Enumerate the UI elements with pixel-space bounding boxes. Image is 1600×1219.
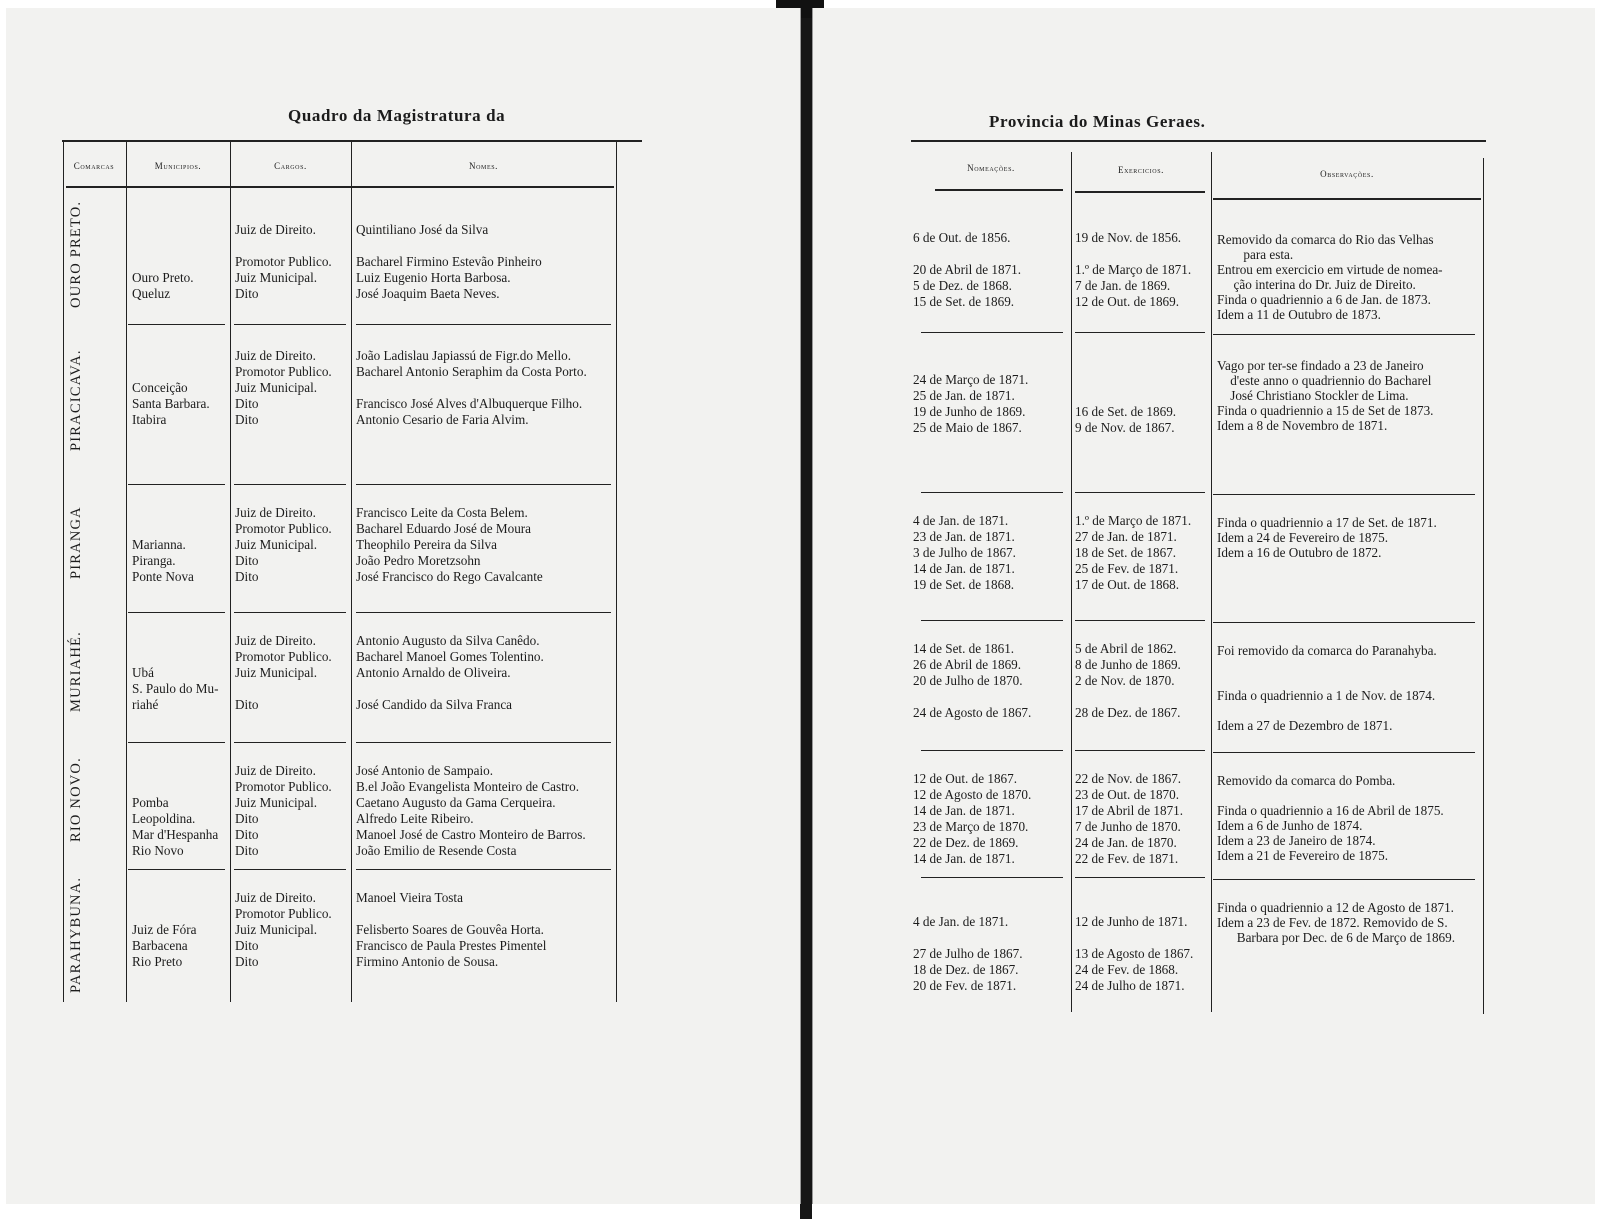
cargo-cell: Dito [235, 827, 259, 842]
cargo-cell: Dito [235, 811, 259, 826]
cargo-cell: Dito [235, 553, 259, 568]
nome-cell: Bacharel Antonio Seraphim da Costa Porto. [356, 364, 587, 379]
nomeacao-cell: 23 de Jan. de 1871. [913, 529, 1015, 544]
cargo-cell: Juiz de Direito. [235, 222, 316, 237]
exercicio-cell: 7 de Jan. de 1869. [1075, 278, 1171, 293]
nomeacao-cell: 20 de Julho de 1870. [913, 673, 1023, 688]
nome-cell: B.el João Evangelista Monteiro de Castro. [356, 779, 580, 794]
cargo-cell: Dito [235, 954, 259, 969]
nomeacao-cell: 4 de Jan. de 1871. [913, 513, 1009, 528]
left-page [6, 8, 801, 1204]
left-page-title: Quadro da Magistratura da [288, 106, 506, 125]
cargo-cell: Dito [235, 569, 259, 584]
section-rule [356, 869, 611, 870]
section-rule [921, 877, 1063, 878]
col-rule-r3 [1483, 158, 1484, 1014]
nomeacao-cell: 22 de Dez. de 1869. [913, 835, 1019, 850]
section-rule [234, 869, 346, 870]
section-rule [1075, 877, 1205, 878]
nome-cell: Manoel José de Castro Monteiro de Barros. [356, 827, 586, 842]
cargo-cell: Juiz Municipal. [235, 795, 318, 810]
exercicio-cell: 16 de Set. de 1869. [1075, 404, 1177, 419]
cargo-cell: Juiz de Direito. [235, 633, 316, 648]
nomeacao-cell: 25 de Jan. de 1871. [913, 388, 1015, 403]
nomeacao-cell: 23 de Março de 1870. [913, 819, 1029, 834]
municipio-cell: S. Paulo do Mu- [132, 681, 219, 696]
exercicio-cell: 17 de Abril de 1871. [1075, 803, 1184, 818]
nome-cell: Luiz Eugenio Horta Barbosa. [356, 270, 511, 285]
exercicio-cell: 17 de Out. de 1868. [1075, 577, 1180, 592]
nome-cell: Francisco José Alves d'Albuquerque Filho. [356, 396, 583, 411]
cargo-cell: Juiz de Direito. [235, 763, 316, 778]
nome-cell: Manoel Vieira Tosta [356, 890, 463, 905]
municipio-cell: Itabira [132, 412, 167, 427]
municipio-cell: Ouro Preto. [132, 270, 194, 285]
nome-cell: Quintiliano José da Silva [356, 222, 489, 237]
cargo-cell: Dito [235, 843, 259, 858]
nomeacao-cell: 15 de Set. de 1869. [913, 294, 1015, 309]
exercicio-cell: 1.º de Março de 1871. [1075, 262, 1192, 277]
cargo-cell: Dito [235, 697, 259, 712]
comarca-name: PIRACICAVA. [68, 349, 84, 451]
cargo-cell: Juiz Municipal. [235, 380, 318, 395]
table-top-rule-right [911, 140, 1486, 142]
exercicio-cell: 12 de Junho de 1871. [1075, 914, 1188, 929]
col-rule-1 [126, 142, 127, 1002]
exercicio-cell: 9 de Nov. de 1867. [1075, 420, 1175, 435]
header-comarcas: Comarcas [73, 161, 115, 171]
nomeacao-cell: 14 de Jan. de 1871. [913, 561, 1015, 576]
header-exercicios: Exercicios. [1117, 165, 1165, 175]
exercicio-cell: 25 de Fev. de 1871. [1075, 561, 1179, 576]
header-cargos: Cargos. [274, 161, 307, 171]
nomeacao-cell: 27 de Julho de 1867. [913, 946, 1023, 961]
cargo-cell: Promotor Publico. [235, 254, 332, 269]
nome-cell: Antonio Arnaldo de Oliveira. [356, 665, 511, 680]
section-rule [128, 612, 225, 613]
exercicio-cell: 27 de Jan. de 1871. [1075, 529, 1177, 544]
observacoes-cell: Removido da comarca do Rio das Velhas para esta. Entrou em exercicio em virtude de nomea- ção interina do Dr. Juiz de Direito. Finda o quadriennio a 6 de Jan. de 1873. Idem a 11 de Outubro de 1873. [1217, 232, 1443, 322]
municipio-cell: riahé [132, 697, 159, 712]
cargo-cell: Dito [235, 412, 259, 427]
section-rule [356, 484, 611, 485]
section-rule [234, 742, 346, 743]
cargo-cell: Juiz Municipal. [235, 922, 318, 937]
nome-cell: Antonio Cesario de Faria Alvim. [356, 412, 529, 427]
section-rule [1213, 752, 1475, 753]
nome-cell: Caetano Augusto da Gama Cerqueira. [356, 795, 556, 810]
cargo-cell: Promotor Publico. [235, 779, 332, 794]
nome-cell: José Candido da Silva Franca [356, 697, 513, 712]
exercicio-cell: 23 de Out. de 1870. [1075, 787, 1180, 802]
nomeacao-cell: 14 de Jan. de 1871. [913, 803, 1015, 818]
nomeacao-cell: 14 de Set. de 1861. [913, 641, 1015, 656]
exercicio-cell: 24 de Jan. de 1870. [1075, 835, 1177, 850]
comarca-name: PIRANGA [68, 506, 84, 579]
section-rule [921, 492, 1063, 493]
header-rule-nomeacoes [935, 189, 1063, 191]
col-rule-2 [230, 142, 231, 1002]
observacoes-cell: Vago por ter-se findado a 23 de Janeiro d'este anno o quadriennio do Bacharel José Christiano Stockler de Lima. Finda o quadriennio a 15 de Set de 1873. Idem a 8 de Novembro de 1871. [1217, 358, 1434, 433]
exercicio-cell: 13 de Agosto de 1867. [1075, 946, 1194, 961]
section-rule [234, 484, 346, 485]
exercicio-cell: 1.º de Março de 1871. [1075, 513, 1192, 528]
nomeacao-cell: 20 de Abril de 1871. [913, 262, 1022, 277]
header-observacoes: Observações. [1320, 169, 1374, 179]
section-rule [1213, 494, 1475, 495]
section-rule [1075, 332, 1205, 333]
exercicio-cell: 7 de Junho de 1870. [1075, 819, 1181, 834]
section-rule [1075, 492, 1205, 493]
header-rule [66, 186, 614, 188]
municipio-cell: Queluz [132, 286, 171, 301]
nome-cell: Antonio Augusto da Silva Canêdo. [356, 633, 540, 648]
cargo-cell: Juiz de Direito. [235, 348, 316, 363]
nomeacao-cell: 19 de Set. de 1868. [913, 577, 1015, 592]
municipio-cell: Pomba [132, 795, 169, 810]
nome-cell: Theophilo Pereira da Silva [356, 537, 497, 552]
nomeacao-cell: 6 de Out. de 1856. [913, 230, 1011, 245]
book-gutter [800, 0, 812, 1219]
cargo-cell: Promotor Publico. [235, 906, 332, 921]
comarca-name: RIO NOVO. [68, 757, 84, 843]
section-rule [128, 484, 225, 485]
nome-cell: Felisberto Soares de Gouvêa Horta. [356, 922, 544, 937]
nomeacao-cell: 18 de Dez. de 1867. [913, 962, 1019, 977]
municipio-cell: Piranga. [132, 553, 176, 568]
cargo-cell: Juiz de Direito. [235, 890, 316, 905]
nome-cell: Alfredo Leite Ribeiro. [356, 811, 474, 826]
col-rule-r1 [1071, 152, 1072, 1012]
header-nomeacoes: Nomeações. [967, 163, 1015, 173]
section-rule [1213, 334, 1475, 335]
col-rule-3 [351, 142, 352, 1002]
nomeacao-cell: 4 de Jan. de 1871. [913, 914, 1009, 929]
nomeacao-cell: 24 de Março de 1871. [913, 372, 1029, 387]
municipio-cell: Marianna. [132, 537, 186, 552]
col-rule-0 [63, 142, 64, 1002]
exercicio-cell: 22 de Nov. de 1867. [1075, 771, 1182, 786]
exercicio-cell: 19 de Nov. de 1856. [1075, 230, 1182, 245]
nomeacao-cell: 24 de Agosto de 1867. [913, 705, 1032, 720]
section-rule [921, 750, 1063, 751]
cargo-cell: Dito [235, 396, 259, 411]
municipio-cell: Rio Preto [132, 954, 183, 969]
col-rule-r2 [1211, 152, 1212, 1012]
municipio-cell: Juiz de Fóra [132, 922, 197, 937]
cargo-cell: Juiz Municipal. [235, 537, 318, 552]
exercicio-cell: 18 de Set. de 1867. [1075, 545, 1177, 560]
nome-cell: Francisco de Paula Prestes Pimentel [356, 938, 547, 953]
section-rule [1075, 620, 1205, 621]
municipio-cell: Leopoldina. [132, 811, 196, 826]
section-rule [234, 612, 346, 613]
municipio-cell: Santa Barbara. [132, 396, 210, 411]
table-top-rule [62, 140, 642, 142]
header-rule-exercicios [1075, 191, 1205, 193]
exercicio-cell: 22 de Fev. de 1871. [1075, 851, 1179, 866]
nomeacao-cell: 5 de Dez. de 1868. [913, 278, 1012, 293]
observacoes-cell: Finda o quadriennio a 17 de Set. de 1871. Idem a 24 de Fevereiro de 1875. Idem a 16 de Outubro de 1872. [1217, 515, 1437, 560]
exercicio-cell: 8 de Junho de 1869. [1075, 657, 1181, 672]
exercicio-cell: 5 de Abril de 1862. [1075, 641, 1177, 656]
section-rule [1075, 750, 1205, 751]
comarca-name: MURIAHÉ. [68, 631, 84, 712]
cargo-cell: Dito [235, 286, 259, 301]
nomeacao-cell: 26 de Abril de 1869. [913, 657, 1022, 672]
section-rule [128, 742, 225, 743]
cargo-cell: Dito [235, 938, 259, 953]
exercicio-cell: 24 de Fev. de 1868. [1075, 962, 1179, 977]
observacoes-cell: Finda o quadriennio a 12 de Agosto de 1871. Idem a 23 de Fev. de 1872. Removido de S. Barbara por Dec. de 6 de Março de 1869. [1217, 900, 1456, 945]
municipio-cell: Rio Novo [132, 843, 184, 858]
cargo-cell: Juiz Municipal. [235, 270, 318, 285]
nome-cell: José Antonio de Sampaio. [356, 763, 493, 778]
nome-cell: Bacharel Manoel Gomes Tolentino. [356, 649, 544, 664]
right-page-title: Provincia do Minas Geraes. [989, 112, 1206, 131]
exercicio-cell: 12 de Out. de 1869. [1075, 294, 1180, 309]
cargo-cell: Juiz de Direito. [235, 505, 316, 520]
cargo-cell: Promotor Publico. [235, 521, 332, 536]
section-rule [128, 869, 225, 870]
section-rule [1213, 622, 1475, 623]
section-rule [356, 742, 611, 743]
comarca-name: PARAHYBUNA. [68, 876, 84, 994]
section-rule [356, 324, 611, 325]
nome-cell: João Ladislau Japiassú de Figr.do Mello. [356, 348, 572, 363]
section-rule [921, 620, 1063, 621]
nome-cell: Bacharel Firmino Estevão Pinheiro [356, 254, 542, 269]
nomeacao-cell: 19 de Junho de 1869. [913, 404, 1026, 419]
nome-cell: José Francisco do Rego Cavalcante [356, 569, 543, 584]
municipio-cell: Ubá [132, 665, 154, 680]
header-nomes: Nomes. [468, 161, 499, 171]
observacoes-cell: Removido da comarca do Pomba. Finda o quadriennio a 16 de Abril de 1875. Idem a 6 de Junho de 1874. Idem a 23 de Janeiro de 1874. Idem a 21 de Fevereiro de 1875. [1217, 773, 1444, 863]
nome-cell: Francisco Leite da Costa Belem. [356, 505, 528, 520]
section-rule [1213, 879, 1475, 880]
nome-cell: José Joaquim Baeta Neves. [356, 286, 500, 301]
nomeacao-cell: 12 de Agosto de 1870. [913, 787, 1032, 802]
observacoes-cell: Foi removido da comarca do Paranahyba. Finda o quadriennio a 1 de Nov. de 1874. Idem a 27 de Dezembro de 1871. [1217, 643, 1437, 733]
nomeacao-cell: 12 de Out. de 1867. [913, 771, 1018, 786]
comarca-name: OURO PRETO. [68, 200, 84, 308]
right-page [812, 8, 1595, 1204]
nome-cell: Firmino Antonio de Sousa. [356, 954, 499, 969]
section-rule [921, 332, 1063, 333]
nomeacao-cell: 20 de Fev. de 1871. [913, 978, 1017, 993]
section-rule [234, 324, 346, 325]
exercicio-cell: 28 de Dez. de 1867. [1075, 705, 1181, 720]
municipio-cell: Barbacena [132, 938, 188, 953]
section-rule [356, 612, 611, 613]
nomeacao-cell: 14 de Jan. de 1871. [913, 851, 1015, 866]
header-rule-observacoes [1213, 198, 1481, 200]
exercicio-cell: 2 de Nov. de 1870. [1075, 673, 1175, 688]
cargo-cell: Promotor Publico. [235, 649, 332, 664]
section-rule [128, 324, 225, 325]
nome-cell: João Emilio de Resende Costa [356, 843, 517, 858]
nome-cell: Bacharel Eduardo José de Moura [356, 521, 532, 536]
header-municipios: Municipios. [154, 161, 202, 171]
exercicio-cell: 24 de Julho de 1871. [1075, 978, 1185, 993]
nome-cell: João Pedro Moretzsohn [356, 553, 481, 568]
municipio-cell: Mar d'Hespanha [132, 827, 219, 842]
cargo-cell: Promotor Publico. [235, 364, 332, 379]
nomeacao-cell: 3 de Julho de 1867. [913, 545, 1016, 560]
municipio-cell: Ponte Nova [132, 569, 194, 584]
municipio-cell: Conceição [132, 380, 188, 395]
cargo-cell: Juiz Municipal. [235, 665, 318, 680]
nomeacao-cell: 25 de Maio de 1867. [913, 420, 1022, 435]
